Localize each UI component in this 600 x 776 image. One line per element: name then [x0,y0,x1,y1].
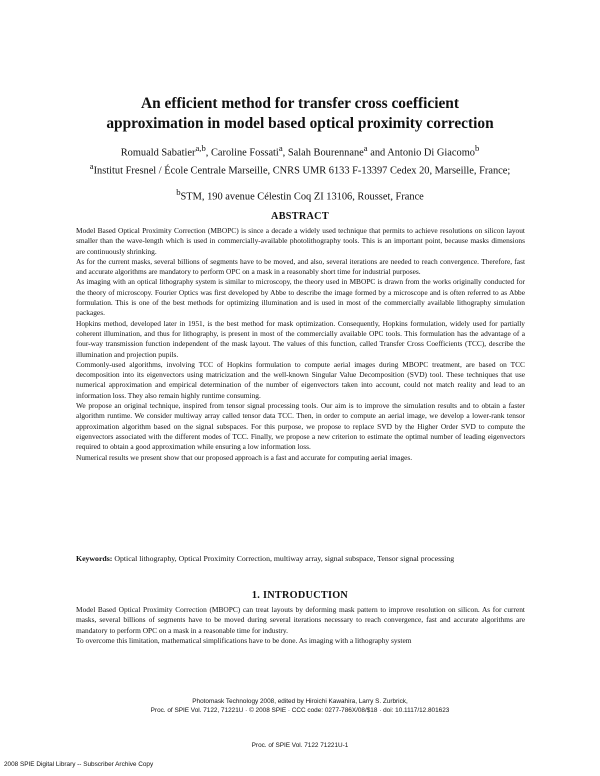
abstract-paragraph: We propose an original technique, inspired from tensor signal processing tools. Our aim is to improve the simulation results and to obtain a faster algorithm runtime. We consider multiway array called tensor data TCC. Then, in order to compute an aerial image, we develop a lower-rank tensor approximation algorithm based on the signal subspaces. For this purpose, we propose to replace SVD by the Higher Order SVD to compute the eigenvectors associated with the different modes of TCC. Finally, we propose a new criterion to estimate the optimal number of leading eigenvectors required to obtain a good approximation while ensuring a low information loss. [76,401,525,452]
author-affiliation-mark: a [363,143,368,153]
author-separator: , [282,147,288,159]
publication-footer [0,697,600,715]
affiliation-mark: b [176,187,181,197]
abstract-heading: ABSTRACT [271,211,329,222]
affiliation-text: Institut Fresnel / École Centrale Marseille, CNRS UMR 6133 F-13397 Cedex 20, Marseille, France; [93,165,511,177]
footer-line-2: Proc. of SPIE Vol. 7122, 71221U · © 2008 SPIE · CCC code: 0277-786X/08/$18 · doi: 10.1117/12.801623 [150,707,450,714]
author-affiliation-mark: b [474,143,480,153]
affiliation-b [70,186,530,203]
author-name: Caroline Fossati [211,147,279,159]
affiliation-text: STM, 190 avenue Célestin Coq ZI 13106, Rousset, France [180,191,424,203]
page-reference: Proc. of SPIE Vol. 7122 71221U-1 [251,742,349,749]
author-and: and [367,147,388,159]
affiliation-a [70,160,530,177]
abstract-body [76,226,525,463]
abstract-paragraph: As imaging with an optical lithography system is similar to microscopy, the theory used in MBOPC is drawn from the works originally conducted for the theory of microscopy. Fourier Optics was first developed by Abbe to describe the image formed by a microscope and is often referred to as Abbe formulation. This is one of the best methods for optimizing illumination and is used in most of the commercially available lithography simulation packages. [76,277,525,318]
author-separator: , [205,147,211,159]
author-name: Romuald Sabatier [120,147,196,159]
author-affiliation-mark: a [278,143,283,153]
archive-notice: 2008 SPIE Digital Library -- Subscriber Archive Copy [4,761,154,768]
title-line-1: An efficient method for transfer cross coefficient [141,95,459,112]
introduction-body [76,605,525,646]
abstract-paragraph: Model Based Optical Proximity Correction (MBOPC) is since a decade a widely used technique that permits to achieve resolutions on silicon layout smaller than the wave-length which is used in commercially-available photolithography tools. This is an important point, because masks dimensions are continuously shrinking. [76,226,525,256]
keywords-text: Optical lithography, Optical Proximity Correction, multiway array, signal subspace, Tensor signal processing [114,554,455,563]
author-list [40,142,560,159]
abstract-paragraph: As for the current masks, several billions of segments have to be moved, and also, several iterations are needed to reach convergence. Therefore, fast and accurate algorithms are mandatory to perform OPC on a mask in a reasonably short time for industrial purposes. [76,256,525,277]
introduction-heading: 1. INTRODUCTION [251,590,349,601]
author-name: Antonio Di Giacomo [387,147,475,159]
author-name: Salah Bourennane [287,147,364,159]
author-affiliation-mark: a,b [195,143,206,153]
abstract-paragraph: Commonly-used algorithms, involving TCC of Hopkins formulation to compute aerial images during MBOPC treatment, are based on TCC decomposition into its eigenvectors using matricization and the well-known Singular Value Decomposition (SVD) tool. These techniques that use numerical approximation and empirical determination of the number of eigenvectors taken into account, could not match reality and lead to an information loss. They also remain highly runtime consuming. [76,359,525,400]
abstract-paragraph: Numerical results we present show that our proposed approach is a fast and accurate for computing aerial images. [76,452,413,462]
keywords [76,554,525,565]
affiliation-mark: a [89,161,94,171]
footer-line-1: Photomask Technology 2008, edited by Hiroichi Kawahira, Larry S. Zurbrick, [192,698,408,705]
introduction-paragraph: To overcome this limitation, mathematical simplifications have to be done. As imaging with a lithography system [76,635,412,645]
keywords-label: Keywords: [76,554,113,563]
introduction-paragraph: Model Based Optical Proximity Correction (MBOPC) can treat layouts by deforming mask pattern to improve resolution on silicon. As for current masks, several billions of segments have to be moved during several iterations necessary to reach convergence, fast and accurate algorithms are mandatory to perform OPC on a mask in a reasonable time for industry. [76,605,525,635]
abstract-paragraph: Hopkins method, developed later in 1951, is the best method for mask optimization. Consequently, Hopkins formulation, widely used for partially coherent illumination, and thus for lithography, is present in most of the commercially available OPC tools. This formulation has the advantage of a four-way transmission function independent of the mask layout. The values of this function, called Transfer Cross Coefficients (TCC), describe the illumination and projection pupils. [76,318,525,359]
paper-title [60,94,540,134]
title-line-2: approximation in model based optical proximity correction [106,115,494,132]
